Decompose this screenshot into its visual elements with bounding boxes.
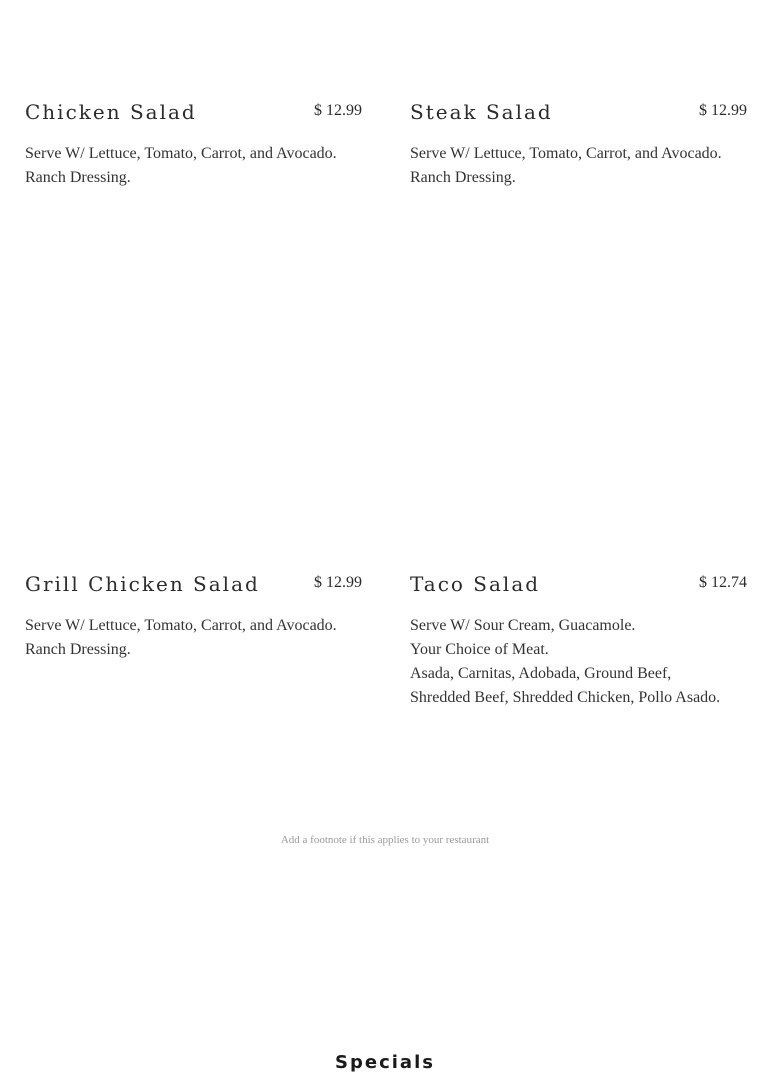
menu-item-header bbox=[410, 100, 747, 130]
description-line: Ranch Dressing. bbox=[25, 641, 131, 658]
description-line: Ranch Dressing. bbox=[410, 169, 516, 186]
menu-item-steak-salad bbox=[410, 100, 747, 190]
menu-item-header bbox=[410, 572, 747, 602]
description-line: Serve W/ Lettuce, Tomato, Carrot, and Avocado. bbox=[25, 617, 337, 634]
menu-item-description bbox=[410, 142, 747, 190]
section-title-specials: Specials bbox=[335, 1052, 435, 1073]
menu-footnote: Add a footnote if this applies to your restaurant bbox=[280, 834, 490, 846]
menu-item-chicken-salad bbox=[25, 100, 362, 190]
menu-item-description bbox=[410, 614, 747, 710]
menu-item-price: $ 12.74 bbox=[699, 574, 747, 591]
menu-item-description bbox=[25, 614, 362, 662]
menu-item-name: Chicken Salad bbox=[25, 100, 197, 124]
menu-item-header bbox=[25, 100, 362, 130]
menu-item-name: Grill Chicken Salad bbox=[25, 572, 260, 596]
menu-item-name: Taco Salad bbox=[410, 572, 541, 596]
description-line: Your Choice of Meat. bbox=[410, 641, 549, 658]
menu-item-name: Steak Salad bbox=[410, 100, 553, 124]
description-line: Shredded Beef, Shredded Chicken, Pollo Asado. bbox=[410, 689, 721, 706]
description-line: Serve W/ Sour Cream, Guacamole. bbox=[410, 617, 636, 634]
menu-item-taco-salad bbox=[410, 572, 747, 710]
menu-item-price: $ 12.99 bbox=[699, 102, 747, 119]
menu-item-description bbox=[25, 142, 362, 190]
menu-item-header bbox=[25, 572, 362, 602]
menu-item-price: $ 12.99 bbox=[314, 102, 362, 119]
menu-item-price: $ 12.99 bbox=[314, 574, 362, 591]
description-line: Ranch Dressing. bbox=[25, 169, 131, 186]
description-line: Asada, Carnitas, Adobada, Ground Beef, bbox=[410, 665, 672, 682]
description-line: Serve W/ Lettuce, Tomato, Carrot, and Avocado. bbox=[410, 145, 722, 162]
description-line: Serve W/ Lettuce, Tomato, Carrot, and Avocado. bbox=[25, 145, 337, 162]
menu-item-grill-chicken-salad bbox=[25, 572, 362, 662]
